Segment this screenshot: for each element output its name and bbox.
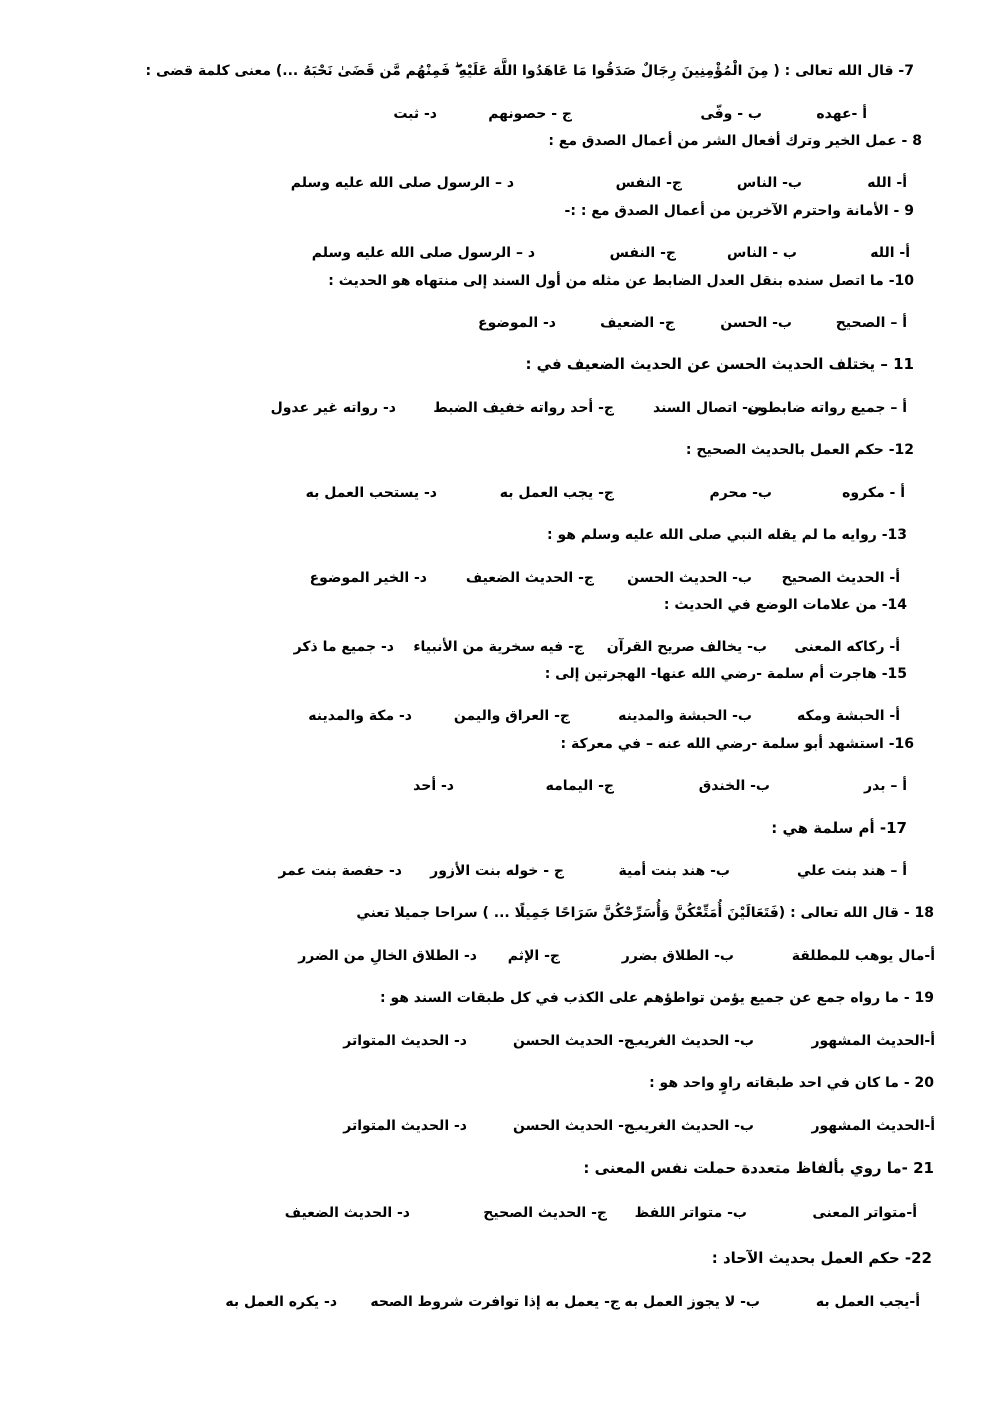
q22-option-d: د- يكره العمل به [225, 1294, 337, 1310]
q12-option-a: أ - مكروه [842, 485, 905, 501]
q16-option-d: د- أحد [413, 778, 454, 794]
question-16: 16- استشهد أبو سلمة -رضي الله عنه – في معركة : [560, 736, 914, 752]
q21-option-a: أ-متواتر المعنى [812, 1205, 917, 1221]
q21-option-c: ج- الحديث الصحيح [483, 1205, 607, 1221]
q22-option-b: ب- لا يجوز العمل به [624, 1294, 760, 1310]
q12-option-b: ب- محرم [709, 485, 772, 501]
question-17: 17- أم سلمة هي : [771, 819, 907, 837]
q9-option-d: د – الرسول صلى الله عليه وسلم [311, 245, 535, 261]
q7-option-d: د- ثبت [393, 106, 437, 122]
q8-option-a: أ- الله [867, 175, 907, 191]
q17-option-b: ب- هند بنت أمية [618, 863, 730, 879]
q20-option-d: د- الحديث المتواتر [343, 1118, 467, 1134]
q8-option-b: ب- الناس [736, 175, 802, 191]
q7-option-c: ج - حصونهم [488, 106, 572, 122]
q9-option-b: ب - الناس [727, 245, 797, 261]
q16-option-c: ج- اليمامه [545, 778, 614, 794]
question-9: 9 - الأمانة واحترم الآخرين من أعمال الصدق مع : :- [564, 203, 914, 219]
q10-option-c: ج- الضعيف [600, 315, 675, 331]
question-7: 7- قال الله تعالى : ( مِنَ الْمُؤْمِنِينَ رِجَالٌ صَدَقُوا مَا عَاهَدُوا اللَّهَ عَلَيْهِ ۖ فَمِنْهُم مَّن قَضَىٰ نَحْبَهُ ...) معنى كلمة قضى : [145, 63, 914, 79]
question-15: 15- هاجرت أم سلمة -رضي الله عنها- الهجرتين إلى : [544, 666, 907, 682]
q12-option-d: د- يستحب العمل به [305, 485, 437, 501]
q19-option-a: أ-الحديث المشهور [811, 1033, 935, 1049]
q15-option-c: ج- العراق واليمن [453, 708, 570, 724]
q20-option-b: ب- الحديث الغريب [629, 1118, 754, 1134]
q20-option-c: ج- الحديث الحسن [513, 1118, 634, 1134]
q19-option-d: د- الحديث المتواتر [343, 1033, 467, 1049]
q22-option-c: ج- يعمل به إذا توافرت شروط الصحه [370, 1294, 620, 1310]
q8-option-c: ج- النفس [615, 175, 682, 191]
q10-option-a: أ – الصحيح [835, 315, 907, 331]
q14-option-a: أ- ركاكه المعنى [794, 639, 900, 655]
q14-option-d: د- جميع ما ذكر [293, 639, 394, 655]
q18-option-c: ج- الإثم [507, 948, 560, 964]
question-21: 21 -ما روي بألفاظ متعددة حملت نفس المعنى : [583, 1159, 934, 1177]
q13-option-a: أ- الحديث الصحيح [781, 570, 900, 586]
q10-option-b: ب- الحسن [720, 315, 792, 331]
q16-option-b: ب- الخندق [698, 778, 770, 794]
q17-option-c: ج - خوله بنت الأزور [430, 863, 564, 879]
q13-option-d: د- الخير الموضوع [309, 570, 427, 586]
question-22: 22- حكم العمل بحديث الآحاد : [711, 1249, 932, 1267]
q15-option-a: أ- الحبشة ومكه [797, 708, 900, 724]
q21-option-b: ب- متواتر اللفظ [634, 1205, 747, 1221]
q18-option-a: أ-مال يوهب للمطلقة [791, 948, 935, 964]
question-20: 20 - ما كان في احد طبقاته راوٍ واحد هو : [649, 1075, 934, 1091]
q16-option-a: أ – بدر [864, 778, 907, 794]
q11-option-a: أ – جميع رواته ضابطون [747, 400, 907, 416]
q22-option-a: أ-يجب العمل به [815, 1294, 920, 1310]
q19-option-c: ج- الحديث الحسن [513, 1033, 634, 1049]
q21-option-d: د- الحديث الضعيف [284, 1205, 410, 1221]
question-14: 14- من علامات الوضع في الحديث : [663, 597, 907, 613]
q9-option-a: أ- الله [870, 245, 910, 261]
q15-option-d: د- مكة والمدينه [308, 708, 412, 724]
question-11: 11 – يختلف الحديث الحسن عن الحديث الضعيف في : [525, 355, 914, 373]
q19-option-b: ب- الحديث الغريب [629, 1033, 754, 1049]
q11-option-d: د- رواته غير عدول [270, 400, 396, 416]
q15-option-b: ب- الحبشة والمدينه [618, 708, 752, 724]
q17-option-d: د- حفصة بنت عمر [278, 863, 402, 879]
q12-option-c: ج- يجب العمل به [499, 485, 614, 501]
q18-option-d: د- الطلاق الخالِ من الضرر [298, 948, 477, 964]
q10-option-d: د- الموضوع [478, 315, 556, 331]
q18-option-b: ب- الطلاق بضرر [621, 948, 734, 964]
q17-option-a: أ – هند بنت علي [796, 863, 907, 879]
q13-option-b: ب- الحديث الحسن [627, 570, 752, 586]
question-12: 12- حكم العمل بالحديث الصحيح : [685, 442, 914, 458]
q14-option-c: ج- فيه سخرية من الأنبياء [413, 639, 584, 655]
question-18: 18 - قال الله تعالى : (فَتَعَالَيْنَ أُمَتِّعْكُنَّ وَأُسَرِّحْكُنَّ سَرَاحًا جَمِيلًا ... ) سراحا جميلا تعني [356, 905, 934, 921]
question-19: 19 - ما رواه جمع عن جميع يؤمن تواطؤهم على الكذب في كل طبقات السند هو : [379, 990, 934, 1006]
question-13: 13- روايه ما لم يقله النبي صلى الله عليه وسلم هو : [547, 527, 907, 543]
q13-option-c: ج- الحديث الضعيف [465, 570, 594, 586]
q14-option-b: ب- يخالف صريح القرآن [606, 639, 767, 655]
q11-option-b: ب- اتصال السند [653, 400, 762, 416]
q7-option-a: أ -عهده [816, 106, 867, 122]
question-8: 8 - عمل الخير وترك أفعال الشر من أعمال الصدق مع : [548, 133, 922, 149]
q9-option-c: ج- النفس [609, 245, 676, 261]
q7-option-b: ب - وفّى [700, 106, 762, 122]
question-10: 10- ما اتصل سنده بنقل العدل الضابط عن مثله من أول السند إلى منتهاه هو الحديث : [328, 273, 914, 289]
q8-option-d: د – الرسول صلى الله عليه وسلم [290, 175, 514, 191]
q20-option-a: أ-الحديث المشهور [811, 1118, 935, 1134]
q11-option-c: ج- أحد رواته خفيف الضبط [433, 400, 614, 416]
